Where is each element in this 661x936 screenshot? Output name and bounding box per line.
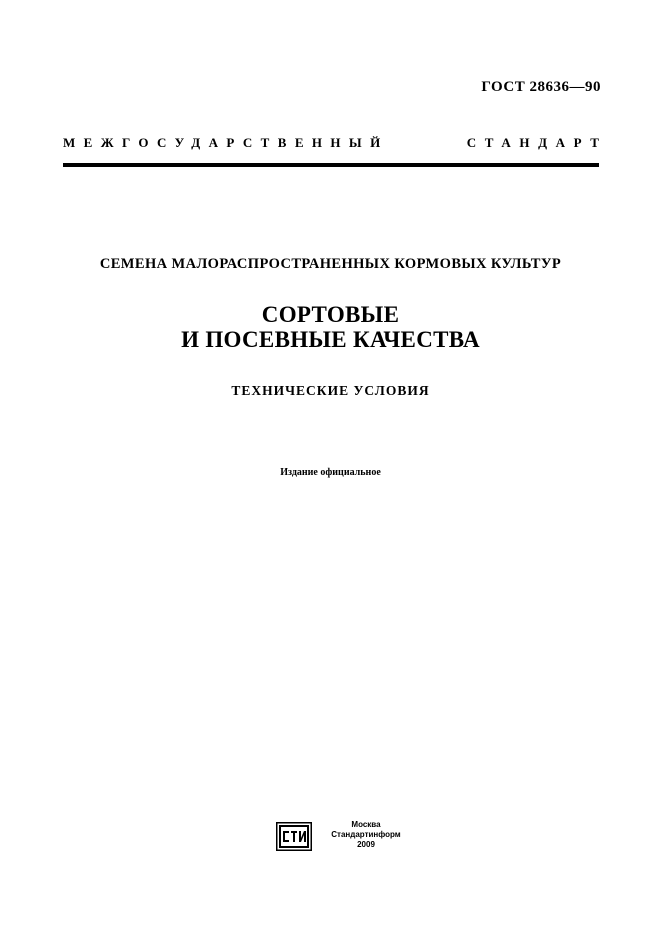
- publication-year: 2009: [357, 840, 375, 849]
- edition-note: Издание официальное: [280, 467, 381, 478]
- publisher-city: Москва: [351, 820, 381, 829]
- publisher-name: Стандартинформ: [331, 830, 401, 839]
- title-line-1: СОРТОВЫЕ: [261, 302, 400, 327]
- standard-word: СТАНДАРТ: [466, 135, 608, 150]
- title-line-2: И ПОСЕВНЫЕ КАЧЕСТВА: [181, 327, 480, 352]
- document-title: [0, 302, 661, 352]
- interstate-standard-heading: [63, 135, 608, 151]
- publisher-block: [276, 820, 416, 856]
- publisher-text: [322, 820, 410, 850]
- standartinform-logo-icon: [276, 822, 312, 851]
- document-code: ГОСТ 28636—90: [481, 79, 601, 95]
- interstate-word: МЕЖГОСУДАРСТВЕННЫЙ: [63, 135, 389, 150]
- document-topic: СЕМЕНА МАЛОРАСПРОСТРАНЕННЫХ КОРМОВЫХ КУЛЬТУР: [99, 256, 562, 272]
- header-rule: [63, 163, 599, 167]
- document-subtitle: ТЕХНИЧЕСКИЕ УСЛОВИЯ: [231, 383, 430, 398]
